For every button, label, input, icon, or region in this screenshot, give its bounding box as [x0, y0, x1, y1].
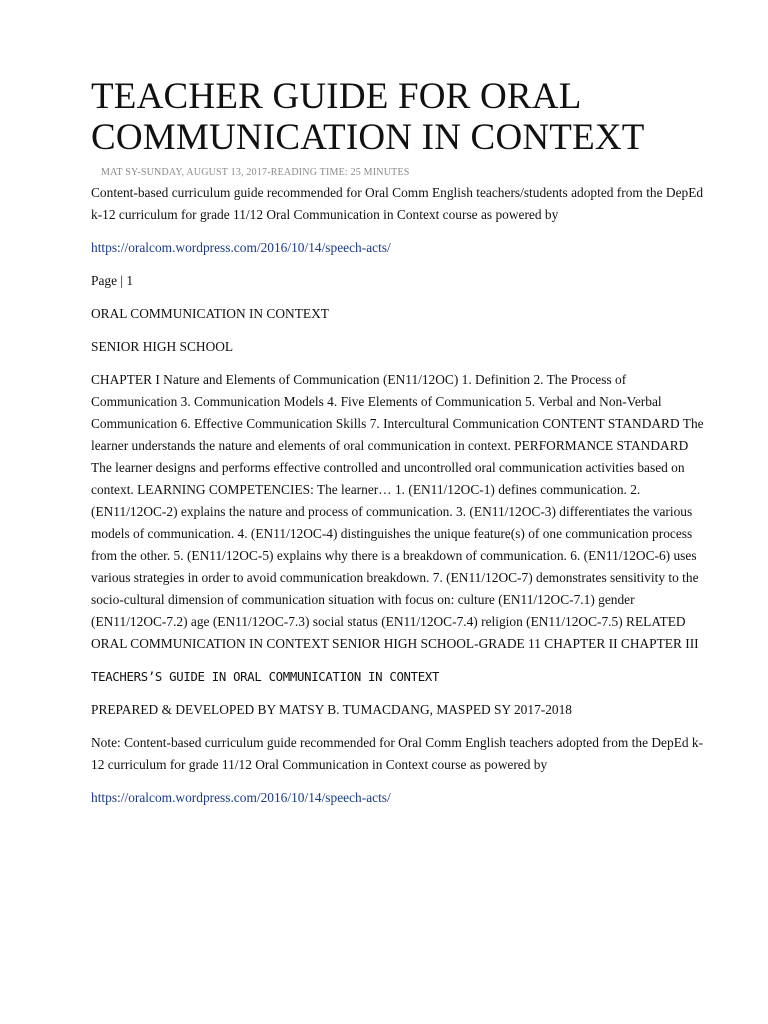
page-title	[91, 76, 708, 158]
post-meta: MAT SY-SUNDAY, AUGUST 13, 2017-READING TIME: 25 MINUTES	[101, 167, 410, 178]
note-paragraph: Note: Content-based curriculum guide recommended for Oral Comm English teachers adopted from the DepEd k-12 curriculum for grade 11/12 Oral Communication in Context course as powered by	[91, 735, 704, 772]
heading-oral-communication: ORAL COMMUNICATION IN CONTEXT	[91, 306, 329, 321]
prepared-by-paragraph: PREPARED & DEVELOPED BY MATSY B. TUMACDANG, MASPED SY 2017-2018	[91, 702, 573, 717]
heading-senior-high: SENIOR HIGH SCHOOL	[91, 339, 234, 354]
source-link[interactable]: https://oralcom.wordpress.com/2016/10/14/speech-acts/	[91, 240, 391, 255]
page-label: Page | 1	[91, 273, 134, 288]
source-link-2[interactable]: https://oralcom.wordpress.com/2016/10/14/speech-acts/	[91, 790, 391, 805]
teachers-guide-heading: TEACHERS’S GUIDE IN ORAL COMMUNICATION IN CONTEXT	[91, 670, 440, 684]
title-line-1: TEACHER GUIDE FOR ORAL	[91, 76, 582, 117]
title-line-2: COMMUNICATION IN CONTEXT	[91, 117, 645, 158]
intro-paragraph: Content-based curriculum guide recommended for Oral Comm English teachers/students adopted from the DepEd k-12 curriculum for grade 11/12 Oral Communication in Context course as powered by	[91, 185, 704, 222]
source-link-paragraph-2	[91, 787, 708, 809]
chapter-paragraph: CHAPTER I Nature and Elements of Communication (EN11/12OC) 1. Definition 2. The Process of Communication 3. Communication Models 4. Five Elements of Communication 5. Verbal and Non-Verbal Communication 6. Effective Communication Skills 7. Intercultural Communication CONTENT STANDARD The learner understands the nature and elements of oral communication in context. PERFORMANCE STANDARD The learner designs and performs effective controlled and uncontrolled oral communication activities based on context. LEARNING COMPETENCIES: The learner… 1. (EN11/12OC-1) defines communication. 2. (EN11/12OC-2) explains the nature and process of communication. 3. (EN11/12OC-3) differentiates the various models of communication. 4. (EN11/12OC-4) distinguishes the unique feature(s) of one communication process from the other. 5. (EN11/12OC-5) explains why there is a breakdown of communication. 6. (EN11/12OC-6) uses various strategies in order to avoid communication breakdown. 7. (EN11/12OC-7) demonstrates sensitivity to the socio-cultural dimension of communication situation with focus on: culture (EN11/12OC-7.1) gender (EN11/12OC-7.2) age (EN11/12OC-7.3) social status (EN11/12OC-7.4) religion (EN11/12OC-7.5) RELATED ORAL COMMUNICATION IN CONTEXT SENIOR HIGH SCHOOL-GRADE 11 CHAPTER II CHAPTER III	[91, 372, 704, 651]
source-link-paragraph	[91, 237, 708, 259]
